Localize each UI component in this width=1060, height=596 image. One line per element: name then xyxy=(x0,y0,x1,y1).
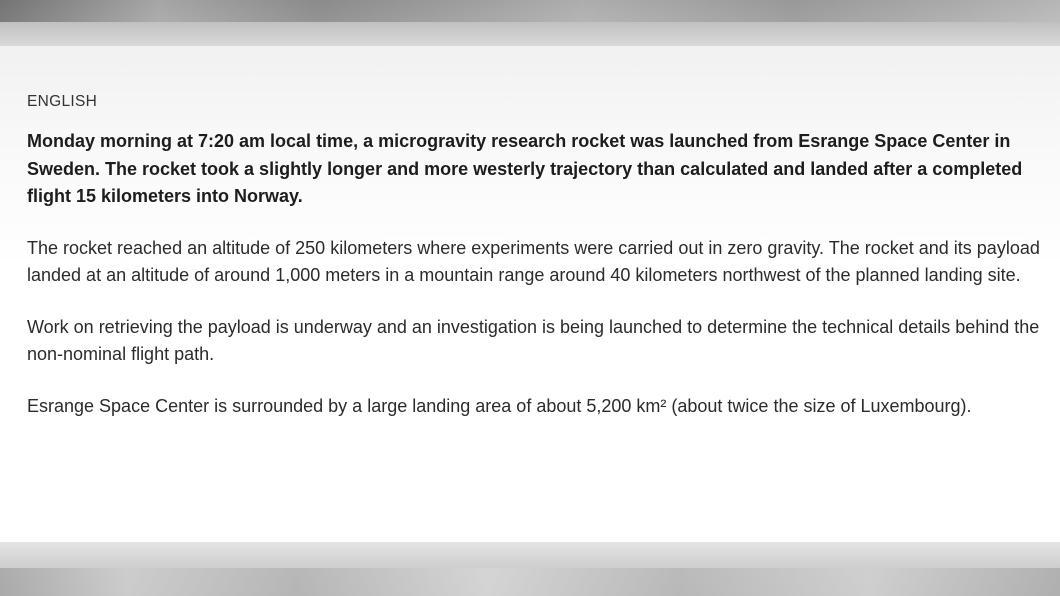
language-label: ENGLISH xyxy=(27,93,98,110)
blurred-background-top xyxy=(0,0,1060,46)
body-paragraph-altitude: The rocket reached an altitude of 250 kilometers where experiments were carried out in zero gravity. The rocket and its payload landed at an altitude of around 1,000 meters in a mountain range around 40 kilometers northwest of the planned landing site. xyxy=(27,237,1040,285)
body-paragraph-landing-area: Esrange Space Center is surrounded by a large landing area of about 5,200 km² (about twice the size of Luxembourg). xyxy=(27,395,972,416)
blurred-background-bottom xyxy=(0,542,1060,596)
body-paragraph-investigation: Work on retrieving the payload is underway and an investigation is being launched to determine the technical details behind the non-nominal flight path. xyxy=(27,316,1040,364)
lead-paragraph: Monday morning at 7:20 am local time, a microgravity research rocket was launched from Esrange Space Center in Sweden. The rocket took a slightly longer and more westerly trajectory than calculated and landed after a completed flight 15 kilometers into Norway. xyxy=(27,131,1023,206)
article-panel xyxy=(0,46,1060,542)
